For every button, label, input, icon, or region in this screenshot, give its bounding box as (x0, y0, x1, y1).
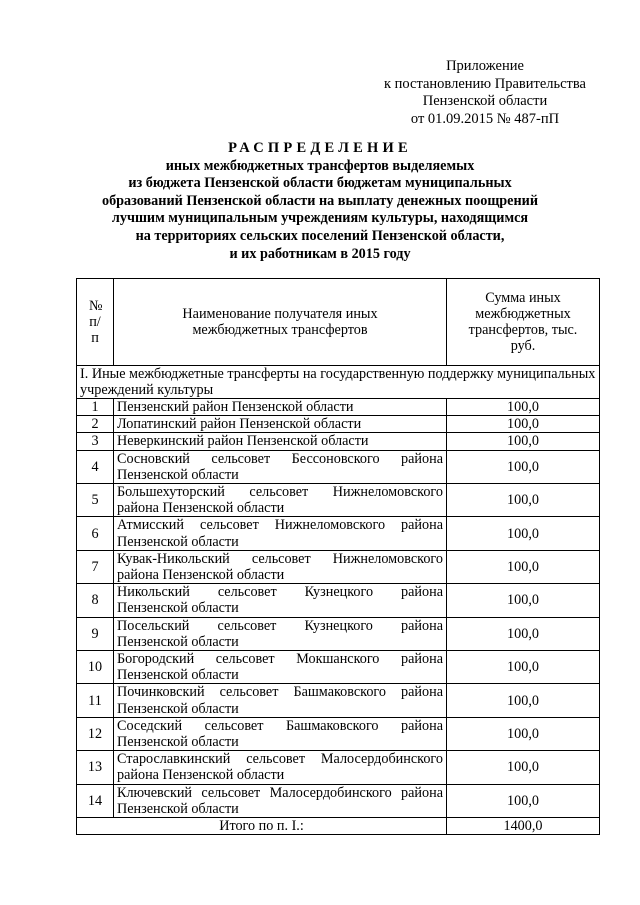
table-row (77, 784, 600, 817)
row-number: 7 (77, 550, 114, 583)
row-recipient: Сосновский сельсовет Бессоновского района Пензенской области (114, 450, 447, 483)
row-amount: 100,0 (447, 617, 600, 650)
table-row (77, 751, 600, 784)
table-row (77, 517, 600, 550)
title-line: и их работникам в 2015 году (229, 245, 411, 262)
row-number: 14 (77, 784, 114, 817)
appendix-line: Приложение (446, 58, 524, 74)
row-amount: 100,0 (447, 751, 600, 784)
total-row (77, 818, 600, 835)
row-number: 11 (77, 684, 114, 717)
table-row (77, 584, 600, 617)
table-row (77, 617, 600, 650)
appendix-line: от 01.09.2015 № 487-пП (410, 110, 560, 127)
title-line: образований Пензенской области на выплату денежных поощрений (101, 192, 539, 209)
table-row (77, 484, 600, 517)
row-amount: 100,0 (447, 450, 600, 483)
row-number: 2 (77, 416, 114, 433)
table-body (77, 399, 600, 818)
row-number: 3 (77, 433, 114, 450)
table-row (77, 651, 600, 684)
row-recipient: Большехуторский сельсовет Нижнеломовского района Пензенской области (114, 484, 447, 517)
row-amount: 100,0 (447, 484, 600, 517)
table-header-row (77, 279, 600, 366)
appendix-block (340, 58, 630, 128)
title-line: лучшим муниципальным учреждениям культуры, находящимся (111, 210, 529, 227)
header-num: № п/п (77, 279, 114, 366)
row-number: 8 (77, 584, 114, 617)
row-recipient: Починковский сельсовет Башмаковского района Пензенской области (114, 684, 447, 717)
document-title (40, 140, 600, 263)
title-line: из бюджета Пензенской области бюджетам муниципальных (128, 175, 512, 192)
row-recipient: Соседский сельсовет Башмаковского района Пензенской области (114, 717, 447, 750)
table-row (77, 550, 600, 583)
total-amount: 1400,0 (447, 818, 600, 835)
table-row (77, 416, 600, 433)
row-number: 10 (77, 651, 114, 684)
row-number: 1 (77, 399, 114, 416)
row-recipient: Неверкинский район Пензенской области (114, 433, 447, 450)
title-line: на территориях сельских поселений Пензенской области, (135, 227, 505, 244)
distribution-table (76, 278, 600, 835)
title-heading: РАСПРЕДЕЛЕНИЕ (228, 140, 412, 156)
table-row (77, 717, 600, 750)
total-label: Итого по п. I.: (77, 818, 447, 835)
row-recipient: Никольский сельсовет Кузнецкого района Пензенской области (114, 584, 447, 617)
row-amount: 100,0 (447, 717, 600, 750)
row-amount: 100,0 (447, 784, 600, 817)
row-amount: 100,0 (447, 399, 600, 416)
row-amount: 100,0 (447, 684, 600, 717)
row-recipient: Лопатинский район Пензенской области (114, 416, 447, 433)
row-amount: 100,0 (447, 584, 600, 617)
header-name: Наименование получателя иных межбюджетных трансфертов (114, 279, 447, 366)
row-recipient: Атмисский сельсовет Нижнеломовского района Пензенской области (114, 517, 447, 550)
row-amount: 100,0 (447, 433, 600, 450)
row-number: 9 (77, 617, 114, 650)
row-recipient: Богородский сельсовет Мокшанского района Пензенской области (114, 651, 447, 684)
row-amount: 100,0 (447, 517, 600, 550)
header-amount: Сумма иных межбюджетных трансфертов, тыс. руб. (447, 279, 600, 366)
row-number: 12 (77, 717, 114, 750)
appendix-line: к постановлению Правительства (384, 75, 586, 92)
row-amount: 100,0 (447, 550, 600, 583)
row-amount: 100,0 (447, 651, 600, 684)
section-row (77, 366, 600, 399)
table-row (77, 399, 600, 416)
appendix-line: Пензенской области (422, 93, 548, 109)
title-line: иных межбюджетных трансфертов выделяемых (165, 157, 475, 174)
row-recipient: Ключевский сельсовет Малосердобинского района Пензенской области (114, 784, 447, 817)
row-number: 4 (77, 450, 114, 483)
row-recipient: Старославкинский сельсовет Малосердобинского района Пензенской области (114, 751, 447, 784)
row-recipient: Пензенский район Пензенской области (114, 399, 447, 416)
table-row (77, 684, 600, 717)
row-number: 6 (77, 517, 114, 550)
table-row (77, 450, 600, 483)
row-recipient: Кувак-Никольский сельсовет Нижнеломовского района Пензенской области (114, 550, 447, 583)
table-row (77, 433, 600, 450)
row-recipient: Посельский сельсовет Кузнецкого района Пензенской области (114, 617, 447, 650)
section-title: I. Иные межбюджетные трансферты на государственную поддержку муниципальных учреждений культуры (77, 366, 600, 399)
row-number: 5 (77, 484, 114, 517)
row-amount: 100,0 (447, 416, 600, 433)
row-number: 13 (77, 751, 114, 784)
